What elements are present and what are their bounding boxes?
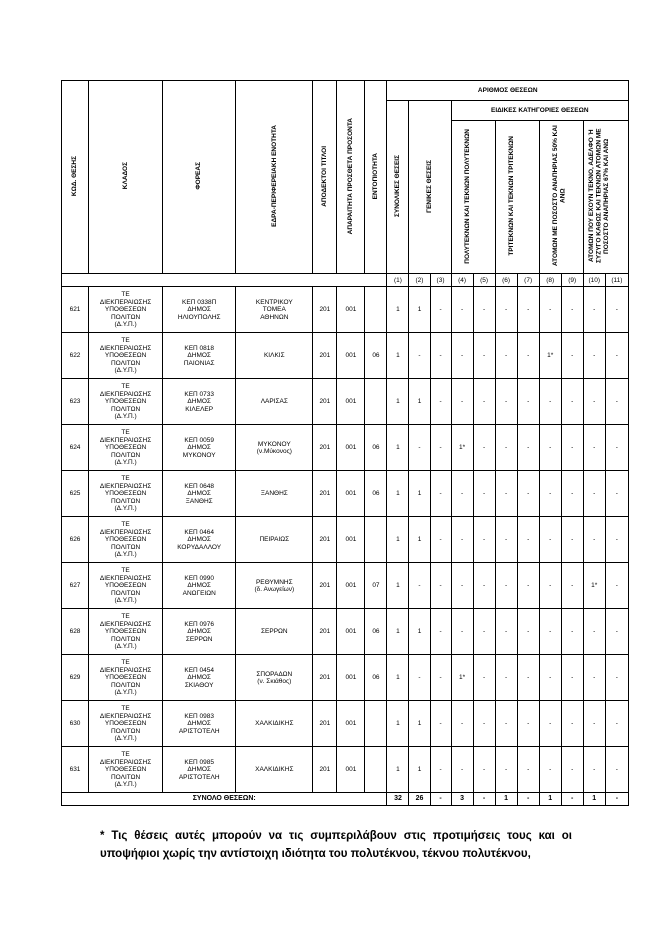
position-code: 621 <box>62 287 89 333</box>
count-cell: - <box>517 701 539 747</box>
header-titloi: ΑΠΟΔΕΚΤΟΙ ΤΙΤΛΟΙ <box>313 81 337 274</box>
count-cell: 1 <box>409 701 430 747</box>
foreas-cell: ΚΕΠ 0990 ΔΗΜΟΣ ΑΝΩΓΕΙΩΝ <box>163 563 236 609</box>
prosonta-cell: 001 <box>337 471 365 517</box>
edra-cell: ΚΙΛΚΙΣ <box>236 333 313 379</box>
count-cell: - <box>473 655 495 701</box>
klados-cell: ΤΕ ΔΙΕΚΠΕΡΑΙΩΣΗΣ ΥΠΟΘΕΣΕΩΝ ΠΟΛΙΤΩΝ (Δ.Υ.Π.) <box>89 379 163 425</box>
count-cell: 1* <box>451 425 473 471</box>
count-cell: - <box>539 425 561 471</box>
count-cell: - <box>473 379 495 425</box>
count-cell: - <box>561 471 583 517</box>
foreas-cell: ΚΕΠ 0985 ΔΗΜΟΣ ΑΡΙΣΤΟΤΕΛΗ <box>163 747 236 793</box>
foreas-cell: ΚΕΠ 0976 ΔΗΜΟΣ ΣΕΡΡΩΝ <box>163 609 236 655</box>
total-count: - <box>561 793 583 806</box>
count-cell: - <box>583 517 605 563</box>
table-row <box>62 287 629 333</box>
entopiotita-cell <box>365 747 387 793</box>
count-cell: - <box>539 609 561 655</box>
count-cell: - <box>561 609 583 655</box>
count-cell: - <box>473 747 495 793</box>
count-cell: 1 <box>387 563 409 609</box>
foreas-cell: ΚΕΠ 0464 ΔΗΜΟΣ ΚΟΡΥΔΑΛΛΟΥ <box>163 517 236 563</box>
count-cell: - <box>495 563 517 609</box>
klados-cell: ΤΕ ΔΙΕΚΠΕΡΑΙΩΣΗΣ ΥΠΟΘΕΣΕΩΝ ΠΟΛΙΤΩΝ (Δ.Υ.Π.) <box>89 425 163 471</box>
total-count: 32 <box>387 793 409 806</box>
klados-cell: ΤΕ ΔΙΕΚΠΕΡΑΙΩΣΗΣ ΥΠΟΘΕΣΕΩΝ ΠΟΛΙΤΩΝ (Δ.Υ.Π.) <box>89 287 163 333</box>
positions-table <box>61 80 629 806</box>
prosonta-cell: 001 <box>337 747 365 793</box>
count-cell: - <box>561 517 583 563</box>
klados-cell: ΤΕ ΔΙΕΚΠΕΡΑΙΩΣΗΣ ΥΠΟΘΕΣΕΩΝ ΠΟΛΙΤΩΝ (Δ.Υ.Π.) <box>89 609 163 655</box>
position-code: 626 <box>62 517 89 563</box>
total-count: - <box>605 793 628 806</box>
column-number: (6) <box>495 274 517 287</box>
count-cell: 1 <box>387 655 409 701</box>
table-row <box>62 333 629 379</box>
count-cell: - <box>451 333 473 379</box>
titloi-cell: 201 <box>313 471 337 517</box>
prosonta-cell: 001 <box>337 563 365 609</box>
count-cell: - <box>473 287 495 333</box>
prosonta-cell: 001 <box>337 287 365 333</box>
count-cell: - <box>495 609 517 655</box>
header-prosonta: ΑΠΑΡΑΙΤΗΤΑ ΠΡΟΣΘΕΤΑ ΠΡΟΣΟΝΤΑ <box>337 81 365 274</box>
position-code: 625 <box>62 471 89 517</box>
entopiotita-cell <box>365 517 387 563</box>
edra-cell: ΣΠΟΡΑΔΩΝ (ν. Σκιάθος) <box>236 655 313 701</box>
count-cell: 1 <box>387 379 409 425</box>
count-cell: - <box>430 517 451 563</box>
foreas-cell: ΚΕΠ 0818 ΔΗΜΟΣ ΠΑΙΟΝΙΑΣ <box>163 333 236 379</box>
table-row <box>62 425 629 471</box>
count-cell: 1 <box>387 287 409 333</box>
count-cell: - <box>451 287 473 333</box>
header-teknon: ΑΤΟΜΩΝ ΠΟΥ ΕΧΟΥΝ ΤΕΚΝΟ, ΑΔΕΛΦΟ Ή ΣΥΖΥΓΟ ΚΑΘΩΣ ΚΑΙ ΤΕΚΝΩΝ ΑΤΟΜΩΝ ΜΕ ΠΟΣΟΣΤΟ ΑΝΑΠΗΡΙΑΣ 67% ΚΑΙ ΑΝΩ <box>583 121 628 274</box>
table-row <box>62 471 629 517</box>
count-cell: - <box>517 747 539 793</box>
count-cell: - <box>561 379 583 425</box>
klados-cell: ΤΕ ΔΙΕΚΠΕΡΑΙΩΣΗΣ ΥΠΟΘΕΣΕΩΝ ΠΟΛΙΤΩΝ (Δ.Υ.Π.) <box>89 701 163 747</box>
count-cell: - <box>583 425 605 471</box>
count-cell: - <box>451 747 473 793</box>
count-cell: - <box>583 333 605 379</box>
count-cell: - <box>561 747 583 793</box>
count-cell: - <box>430 379 451 425</box>
prosonta-cell: 001 <box>337 655 365 701</box>
column-number: (4) <box>451 274 473 287</box>
entopiotita-cell <box>365 701 387 747</box>
count-cell: - <box>473 425 495 471</box>
count-cell: - <box>495 655 517 701</box>
edra-cell: ΜΥΚΟΝΟΥ (ν.Μύκονος) <box>236 425 313 471</box>
count-cell: - <box>539 701 561 747</box>
count-cell: - <box>517 609 539 655</box>
count-cell: - <box>495 471 517 517</box>
count-cell: 1 <box>387 701 409 747</box>
total-count: 26 <box>409 793 430 806</box>
count-cell: - <box>473 471 495 517</box>
count-cell: - <box>430 655 451 701</box>
count-cell: - <box>430 287 451 333</box>
table-row <box>62 563 629 609</box>
count-cell: - <box>430 425 451 471</box>
foreas-cell: ΚΕΠ 0733 ΔΗΜΟΣ ΚΙΛΕΛΕΡ <box>163 379 236 425</box>
foreas-cell: ΚΕΠ 0059 ΔΗΜΟΣ ΜΥΚΟΝΟΥ <box>163 425 236 471</box>
count-cell: - <box>539 287 561 333</box>
count-cell: - <box>495 747 517 793</box>
count-cell: - <box>409 655 430 701</box>
prosonta-cell: 001 <box>337 333 365 379</box>
table-row <box>62 701 629 747</box>
count-cell: 1 <box>409 287 430 333</box>
count-cell: 1* <box>451 655 473 701</box>
count-cell: 1* <box>583 563 605 609</box>
edra-cell: ΧΑΛΚΙΔΙΚΗΣ <box>236 747 313 793</box>
count-cell: - <box>430 333 451 379</box>
foreas-cell: ΚΕΠ 0648 ΔΗΜΟΣ ΞΑΝΘΗΣ <box>163 471 236 517</box>
entopiotita-cell: 06 <box>365 655 387 701</box>
header-kod: ΚΩΔ. ΘΕΣΗΣ <box>62 81 89 274</box>
table-row <box>62 609 629 655</box>
count-cell: - <box>473 609 495 655</box>
header-polyteknon: ΠΟΛΥΤΕΚΝΩΝ ΚΑΙ ΤΕΚΝΩΝ ΠΟΛΥΤΕΚΝΩΝ <box>451 121 495 274</box>
count-cell: - <box>430 563 451 609</box>
count-cell: - <box>495 379 517 425</box>
count-cell: - <box>517 563 539 609</box>
count-cell: - <box>451 609 473 655</box>
count-cell: - <box>561 425 583 471</box>
count-cell: 1 <box>409 471 430 517</box>
titloi-cell: 201 <box>313 333 337 379</box>
count-cell: - <box>539 747 561 793</box>
header-synolikes: ΣΥΝΟΛΙΚΕΣ ΘΕΣΕΙΣ <box>387 101 409 274</box>
count-cell: - <box>561 563 583 609</box>
count-cell: - <box>451 471 473 517</box>
total-count: - <box>517 793 539 806</box>
header-foreas: ΦΟΡΕΑΣ <box>163 81 236 274</box>
count-cell: - <box>495 425 517 471</box>
prosonta-cell: 001 <box>337 701 365 747</box>
titloi-cell: 201 <box>313 425 337 471</box>
count-cell: - <box>473 517 495 563</box>
count-cell: - <box>539 517 561 563</box>
prosonta-cell: 001 <box>337 517 365 563</box>
table-row <box>62 655 629 701</box>
column-number: (1) <box>387 274 409 287</box>
count-cell: - <box>605 425 628 471</box>
position-code: 628 <box>62 609 89 655</box>
header-edra: ΕΔΡΑ-ΠΕΡΙΦΕΡΕΙΑΚΗ ΕΝΟΤΗΤΑ <box>236 81 313 274</box>
count-cell: - <box>583 655 605 701</box>
footnote: * Τις θέσεις αυτές μπορούν να τις συμπεριλάβουν στις προτιμήσεις τους και οι υποψήφιοι χωρίς την αντίστοιχη ιδιότητα του πολυτέκνου, τέκνου πολυτέκνου, <box>100 830 572 860</box>
count-cell: - <box>605 333 628 379</box>
column-number: (2) <box>409 274 430 287</box>
count-cell: 1 <box>387 517 409 563</box>
count-cell: - <box>561 333 583 379</box>
count-cell: - <box>517 517 539 563</box>
count-cell: - <box>473 701 495 747</box>
count-cell: - <box>583 609 605 655</box>
count-cell: 1 <box>409 517 430 563</box>
position-code: 622 <box>62 333 89 379</box>
table-row <box>62 747 629 793</box>
count-cell: - <box>605 379 628 425</box>
count-cell: 1 <box>409 747 430 793</box>
header-triteknon: ΤΡΙΤΕΚΝΩΝ ΚΑΙ ΤΕΚΝΩΝ ΤΡΙΤΕΚΝΩΝ <box>495 121 539 274</box>
klados-cell: ΤΕ ΔΙΕΚΠΕΡΑΙΩΣΗΣ ΥΠΟΘΕΣΕΩΝ ΠΟΛΙΤΩΝ (Δ.Υ.Π.) <box>89 563 163 609</box>
titloi-cell: 201 <box>313 655 337 701</box>
count-cell: 1 <box>387 747 409 793</box>
column-number: (9) <box>561 274 583 287</box>
foreas-cell: ΚΕΠ 0338Π ΔΗΜΟΣ ΗΛΙΟΥΠΟΛΗΣ <box>163 287 236 333</box>
entopiotita-cell: 06 <box>365 425 387 471</box>
count-cell: 1 <box>387 471 409 517</box>
count-cell: - <box>409 333 430 379</box>
count-cell: 1 <box>387 425 409 471</box>
count-cell: - <box>605 517 628 563</box>
titloi-cell: 201 <box>313 379 337 425</box>
total-count: 1 <box>539 793 561 806</box>
count-cell: - <box>451 701 473 747</box>
header-anapiria: ΑΤΟΜΩΝ ΜΕ ΠΟΣΟΣΤΟ ΑΝΑΠΗΡΙΑΣ 50% ΚΑΙ ΑΝΩ <box>539 121 583 274</box>
total-count: - <box>430 793 451 806</box>
edra-cell: ΡΕΘΥΜΝΗΣ (δ. Ανωγείων) <box>236 563 313 609</box>
header-klados: ΚΛΑΔΟΣ <box>89 81 163 274</box>
count-cell: 1 <box>409 379 430 425</box>
header-entopiotita: ΕΝΤΟΠΙΟΤΗΤΑ <box>365 81 387 274</box>
count-cell: - <box>451 379 473 425</box>
count-cell: - <box>517 379 539 425</box>
total-count: 1 <box>495 793 517 806</box>
header-genikes: ΓΕΝΙΚΕΣ ΘΕΣΕΙΣ <box>409 101 451 274</box>
count-cell: - <box>583 701 605 747</box>
prosonta-cell: 001 <box>337 425 365 471</box>
count-cell: - <box>517 333 539 379</box>
count-cell: - <box>430 747 451 793</box>
entopiotita-cell: 06 <box>365 333 387 379</box>
klados-cell: ΤΕ ΔΙΕΚΠΕΡΑΙΩΣΗΣ ΥΠΟΘΕΣΕΩΝ ΠΟΛΙΤΩΝ (Δ.Υ.Π.) <box>89 747 163 793</box>
titloi-cell: 201 <box>313 563 337 609</box>
count-cell: - <box>451 517 473 563</box>
count-cell: - <box>539 655 561 701</box>
titloi-cell: 201 <box>313 747 337 793</box>
count-cell: - <box>473 563 495 609</box>
count-cell: - <box>517 287 539 333</box>
column-number: (3) <box>430 274 451 287</box>
count-cell: 1 <box>409 609 430 655</box>
count-cell: - <box>451 563 473 609</box>
column-number: (10) <box>583 274 605 287</box>
count-cell: - <box>430 701 451 747</box>
count-cell: - <box>409 563 430 609</box>
titloi-cell: 201 <box>313 517 337 563</box>
count-cell: - <box>605 287 628 333</box>
count-cell: - <box>539 563 561 609</box>
count-cell: - <box>561 701 583 747</box>
count-cell: - <box>517 655 539 701</box>
count-cell: - <box>539 379 561 425</box>
count-cell: - <box>561 655 583 701</box>
count-cell: - <box>583 471 605 517</box>
count-cell: - <box>517 471 539 517</box>
prosonta-cell: 001 <box>337 609 365 655</box>
count-cell: - <box>605 655 628 701</box>
count-cell: - <box>561 287 583 333</box>
count-cell: - <box>517 425 539 471</box>
klados-cell: ΤΕ ΔΙΕΚΠΕΡΑΙΩΣΗΣ ΥΠΟΘΕΣΕΩΝ ΠΟΛΙΤΩΝ (Δ.Υ.Π.) <box>89 517 163 563</box>
position-code: 631 <box>62 747 89 793</box>
position-code: 623 <box>62 379 89 425</box>
position-code: 627 <box>62 563 89 609</box>
count-cell: - <box>605 563 628 609</box>
entopiotita-cell <box>365 287 387 333</box>
edra-cell: ΞΑΝΘΗΣ <box>236 471 313 517</box>
edra-cell: ΛΑΡΙΣΑΣ <box>236 379 313 425</box>
count-cell: - <box>430 471 451 517</box>
count-cell: - <box>495 701 517 747</box>
table-row <box>62 379 629 425</box>
entopiotita-cell <box>365 379 387 425</box>
edra-cell: ΧΑΛΚΙΔΙΚΗΣ <box>236 701 313 747</box>
column-number: (11) <box>605 274 628 287</box>
count-cell: - <box>473 333 495 379</box>
column-number: (8) <box>539 274 561 287</box>
count-cell: 1* <box>539 333 561 379</box>
count-cell: - <box>495 517 517 563</box>
position-code: 629 <box>62 655 89 701</box>
total-count: - <box>473 793 495 806</box>
count-cell: - <box>583 287 605 333</box>
klados-cell: ΤΕ ΔΙΕΚΠΕΡΑΙΩΣΗΣ ΥΠΟΘΕΣΕΩΝ ΠΟΛΙΤΩΝ (Δ.Υ.Π.) <box>89 471 163 517</box>
count-cell: - <box>583 379 605 425</box>
foreas-cell: ΚΕΠ 0983 ΔΗΜΟΣ ΑΡΙΣΤΟΤΕΛΗ <box>163 701 236 747</box>
count-cell: - <box>605 609 628 655</box>
entopiotita-cell: 06 <box>365 471 387 517</box>
klados-cell: ΤΕ ΔΙΕΚΠΕΡΑΙΩΣΗΣ ΥΠΟΘΕΣΕΩΝ ΠΟΛΙΤΩΝ (Δ.Υ.Π.) <box>89 655 163 701</box>
edra-cell: ΠΕΙΡΑΙΩΣ <box>236 517 313 563</box>
total-count: 1 <box>583 793 605 806</box>
count-cell: - <box>495 287 517 333</box>
count-cell: - <box>605 471 628 517</box>
count-cell: - <box>605 747 628 793</box>
count-cell: - <box>583 747 605 793</box>
titloi-cell: 201 <box>313 287 337 333</box>
edra-cell: ΣΕΡΡΩΝ <box>236 609 313 655</box>
count-cell: - <box>409 425 430 471</box>
count-cell: - <box>605 701 628 747</box>
titloi-cell: 201 <box>313 701 337 747</box>
column-number: (7) <box>517 274 539 287</box>
prosonta-cell: 001 <box>337 379 365 425</box>
total-row <box>62 793 629 806</box>
entopiotita-cell: 06 <box>365 609 387 655</box>
count-cell: - <box>539 471 561 517</box>
position-code: 630 <box>62 701 89 747</box>
count-cell: 1 <box>387 333 409 379</box>
header-arithmos: ΑΡΙΘΜΟΣ ΘΕΣΕΩΝ <box>387 81 629 101</box>
count-cell: 1 <box>387 609 409 655</box>
count-cell: - <box>495 333 517 379</box>
column-number: (5) <box>473 274 495 287</box>
header-blank <box>62 274 387 287</box>
total-count: 3 <box>451 793 473 806</box>
edra-cell: ΚΕΝΤΡΙΚΟΥ ΤΟΜΕΑ ΑΘΗΝΩΝ <box>236 287 313 333</box>
klados-cell: ΤΕ ΔΙΕΚΠΕΡΑΙΩΣΗΣ ΥΠΟΘΕΣΕΩΝ ΠΟΛΙΤΩΝ (Δ.Υ.Π.) <box>89 333 163 379</box>
foreas-cell: ΚΕΠ 0454 ΔΗΜΟΣ ΣΚΙΑΘΟΥ <box>163 655 236 701</box>
header-eidikes: ΕΙΔΙΚΕΣ ΚΑΤΗΓΟΡΙΕΣ ΘΕΣΕΩΝ <box>451 101 628 121</box>
total-label: ΣΥΝΟΛΟ ΘΕΣΕΩΝ: <box>62 793 387 806</box>
position-code: 624 <box>62 425 89 471</box>
entopiotita-cell: 07 <box>365 563 387 609</box>
titloi-cell: 201 <box>313 609 337 655</box>
table-row <box>62 517 629 563</box>
count-cell: - <box>430 609 451 655</box>
